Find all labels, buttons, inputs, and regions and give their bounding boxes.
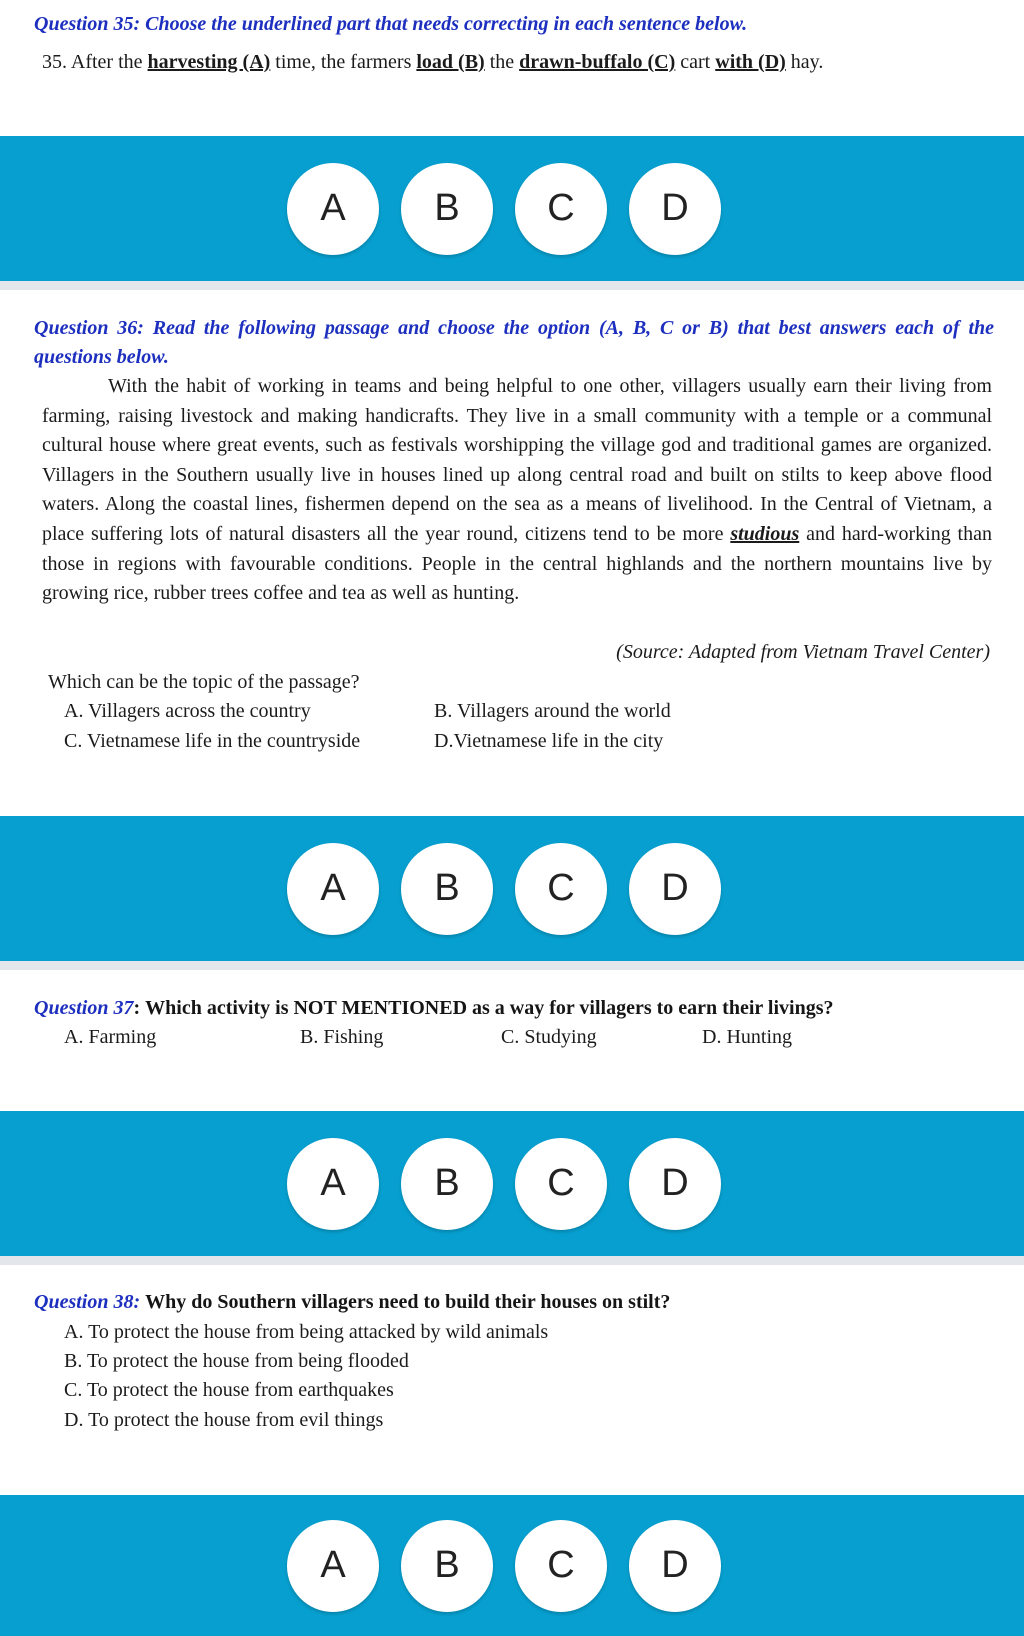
q38-option-d: D. To protect the house from evil things bbox=[64, 1409, 384, 1431]
q36-answer-c-button[interactable]: C bbox=[515, 843, 607, 935]
q35-part-a: harvesting (A) bbox=[147, 51, 271, 73]
q38-answer-c-button[interactable]: C bbox=[515, 1520, 607, 1612]
q35-heading bbox=[34, 10, 994, 39]
q35-prefix: 35. After the bbox=[42, 51, 148, 73]
q37-answer-bar bbox=[0, 1111, 1024, 1265]
q38-number: Question 38: bbox=[34, 1291, 141, 1313]
q37-colon: : bbox=[133, 997, 141, 1019]
q36-number: Question 36: bbox=[34, 317, 144, 339]
q35-part-d: with (D) bbox=[715, 51, 786, 73]
q38-option-c: C. To protect the house from earthquakes bbox=[64, 1379, 394, 1401]
q38-answer-bar bbox=[0, 1495, 1024, 1636]
q35-text-2: the bbox=[484, 51, 520, 73]
q35-answer-bar bbox=[0, 136, 1024, 290]
q38-option-a: A. To protect the house from being attacked by wild animals bbox=[64, 1321, 549, 1343]
q36-option-b: B. Villagers around the world bbox=[434, 700, 671, 722]
q35-part-c: drawn-buffalo (C) bbox=[519, 51, 676, 73]
q37-option-c: C. Studying bbox=[501, 1026, 597, 1048]
q36-answer-bar bbox=[0, 816, 1024, 970]
passage-text-after: and hard-working than those in regions with favourable conditions. People in the central highlands and the northern mountains live by growing rice, rubber trees coffee and tea as well as hunting. bbox=[42, 522, 992, 605]
q37-answer-buttons bbox=[287, 1111, 721, 1256]
q36-option-c: C. Vietnamese life in the countryside bbox=[64, 730, 361, 752]
q37-answer-c-button[interactable]: C bbox=[515, 1138, 607, 1230]
q36-answer-d-button[interactable]: D bbox=[629, 843, 721, 935]
q35-text-1: time, the farmers bbox=[270, 51, 417, 73]
q38-answer-buttons bbox=[287, 1495, 721, 1636]
q37-option-d: D. Hunting bbox=[702, 1026, 792, 1048]
q35-answer-buttons bbox=[287, 136, 721, 281]
q35-answer-a-button[interactable]: A bbox=[287, 163, 379, 255]
q36-source: (Source: Adapted from Vietnam Travel Center) bbox=[616, 641, 990, 663]
q35-number: Question 35: bbox=[34, 13, 141, 35]
q35-answer-b-button[interactable]: B bbox=[401, 163, 493, 255]
q37-answer-a-button[interactable]: A bbox=[287, 1138, 379, 1230]
q37-answer-d-button[interactable]: D bbox=[629, 1138, 721, 1230]
q36-option-a: A. Villagers across the country bbox=[64, 700, 311, 722]
q38-answer-d-button[interactable]: D bbox=[629, 1520, 721, 1612]
q35-text-4: hay. bbox=[785, 51, 824, 73]
q38-answer-a-button[interactable]: A bbox=[287, 1520, 379, 1612]
passage-text-before: With the habit of working in teams and being helpful to one other, villagers usually earn their living from farming, raising livestock and making handicrafts. They live in a small community with a temple or a communal cultural house where great events, such as festivals worshipping the village god and traditional games are organized. Villagers in the Southern usually live in houses lined up along central road and built on stilts to keep above flood waters. Along the coastal lines, fishermen depend on the sea as a means of livelihood. In the Central of Vietnam, a place suffering lots of natural disasters all the year round, citizens tend to be more bbox=[42, 375, 992, 545]
q35-text-3: cart bbox=[675, 51, 716, 73]
q36-answer-b-button[interactable]: B bbox=[401, 843, 493, 935]
q36-question: Which can be the topic of the passage? bbox=[48, 671, 360, 693]
q38-heading bbox=[34, 1288, 994, 1317]
q38-question: Why do Southern villagers need to build their houses on stilt? bbox=[145, 1291, 671, 1313]
passage-keyword: studious bbox=[730, 522, 800, 545]
q38-answer-b-button[interactable]: B bbox=[401, 1520, 493, 1612]
q36-instruction: Read the following passage and choose the option (A, B, C or B) that best answers each of the questions below. bbox=[34, 317, 995, 368]
q35-answer-c-button[interactable]: C bbox=[515, 163, 607, 255]
q35-instruction: Choose the underlined part that needs correcting in each sentence below. bbox=[145, 13, 748, 35]
q37-option-a: A. Farming bbox=[64, 1026, 157, 1048]
q36-answer-a-button[interactable]: A bbox=[287, 843, 379, 935]
q37-number: Question 37 bbox=[34, 997, 134, 1019]
q35-answer-d-button[interactable]: D bbox=[629, 163, 721, 255]
q37-question: Which activity is NOT MENTIONED as a way for villagers to earn their livings? bbox=[145, 997, 834, 1019]
q37-answer-b-button[interactable]: B bbox=[401, 1138, 493, 1230]
q36-option-d: D.Vietnamese life in the city bbox=[434, 730, 664, 752]
q36-passage bbox=[42, 372, 992, 609]
q36-heading bbox=[34, 314, 994, 372]
q37-heading bbox=[34, 994, 994, 1023]
q35-sentence bbox=[42, 48, 823, 77]
q35-part-b: load (B) bbox=[416, 51, 485, 73]
q36-answer-buttons bbox=[287, 816, 721, 961]
q37-option-b: B. Fishing bbox=[300, 1026, 384, 1048]
q38-option-b: B. To protect the house from being flooded bbox=[64, 1350, 409, 1372]
